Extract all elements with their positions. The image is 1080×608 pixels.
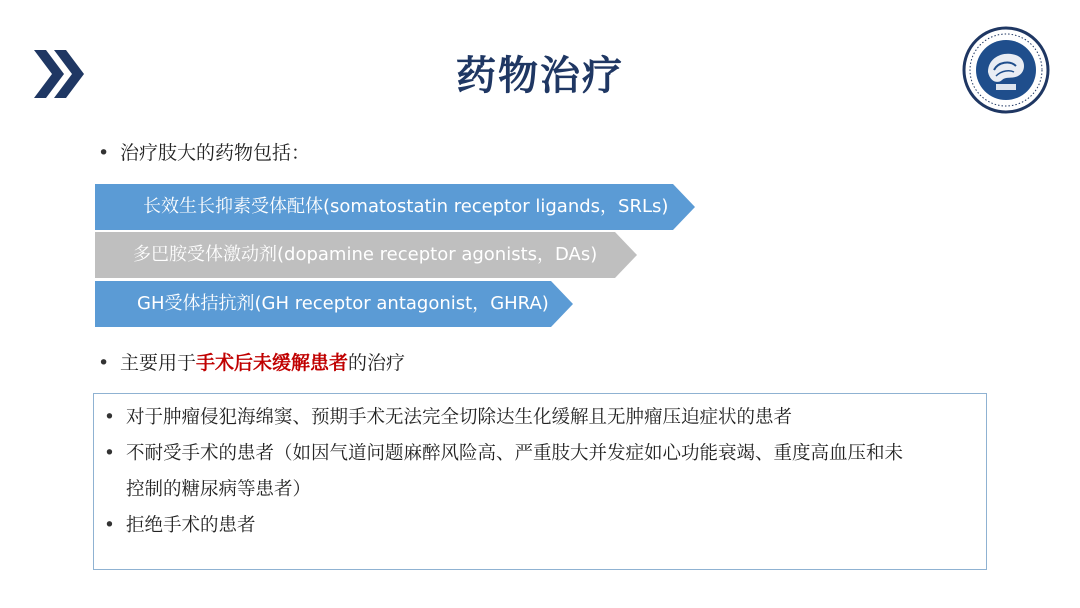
- indication-text: 控制的糖尿病等患者）: [126, 479, 312, 500]
- indication-text: 不耐受手术的患者（如因气道问题麻醉风险高、严重肢大并发症如心功能衰竭、重度高血压和未: [126, 443, 904, 464]
- bullet-dot: •: [104, 443, 115, 464]
- intro-text: 治疗肢大的药物包括：: [120, 142, 311, 164]
- bullet-dot: •: [104, 407, 115, 428]
- usage-highlight: 手术后未缓解患者: [196, 352, 349, 374]
- indications-box: [93, 393, 987, 570]
- indication-continuation: [126, 472, 311, 508]
- bullet-dot: •: [98, 352, 110, 374]
- indication-item: [104, 400, 792, 436]
- indication-text: 对于肿瘤侵犯海绵窦、预期手术无法完全切除达生化缓解且无肿瘤压迫症状的患者: [126, 407, 793, 428]
- cpasc-seal-logo: [962, 26, 1050, 114]
- drug-class-label: 多巴胺受体激动剂(dopamine receptor agonists，DAs): [133, 244, 598, 265]
- drug-class-label: 长效生长抑素受体配体(somatostatin receptor ligands，SRLs): [143, 196, 669, 217]
- indication-item: [104, 436, 903, 472]
- bullet-dot: •: [104, 515, 115, 536]
- drug-class-ghra-banner: [95, 281, 573, 327]
- intro-bullet: [98, 138, 310, 165]
- usage-bullet: [98, 348, 405, 375]
- drug-class-da-banner: [95, 232, 637, 278]
- indication-text: 拒绝手术的患者: [126, 515, 256, 536]
- drug-class-label: GH受体拮抗剂(GH receptor antagonist，GHRA): [137, 293, 549, 314]
- usage-prefix: 主要用于: [120, 352, 197, 374]
- indication-item: [104, 508, 256, 544]
- bullet-dot: •: [98, 142, 110, 164]
- drug-class-srl-banner: [95, 184, 695, 230]
- usage-suffix: 的治疗: [348, 352, 406, 374]
- page-title: 药物治疗: [456, 53, 624, 99]
